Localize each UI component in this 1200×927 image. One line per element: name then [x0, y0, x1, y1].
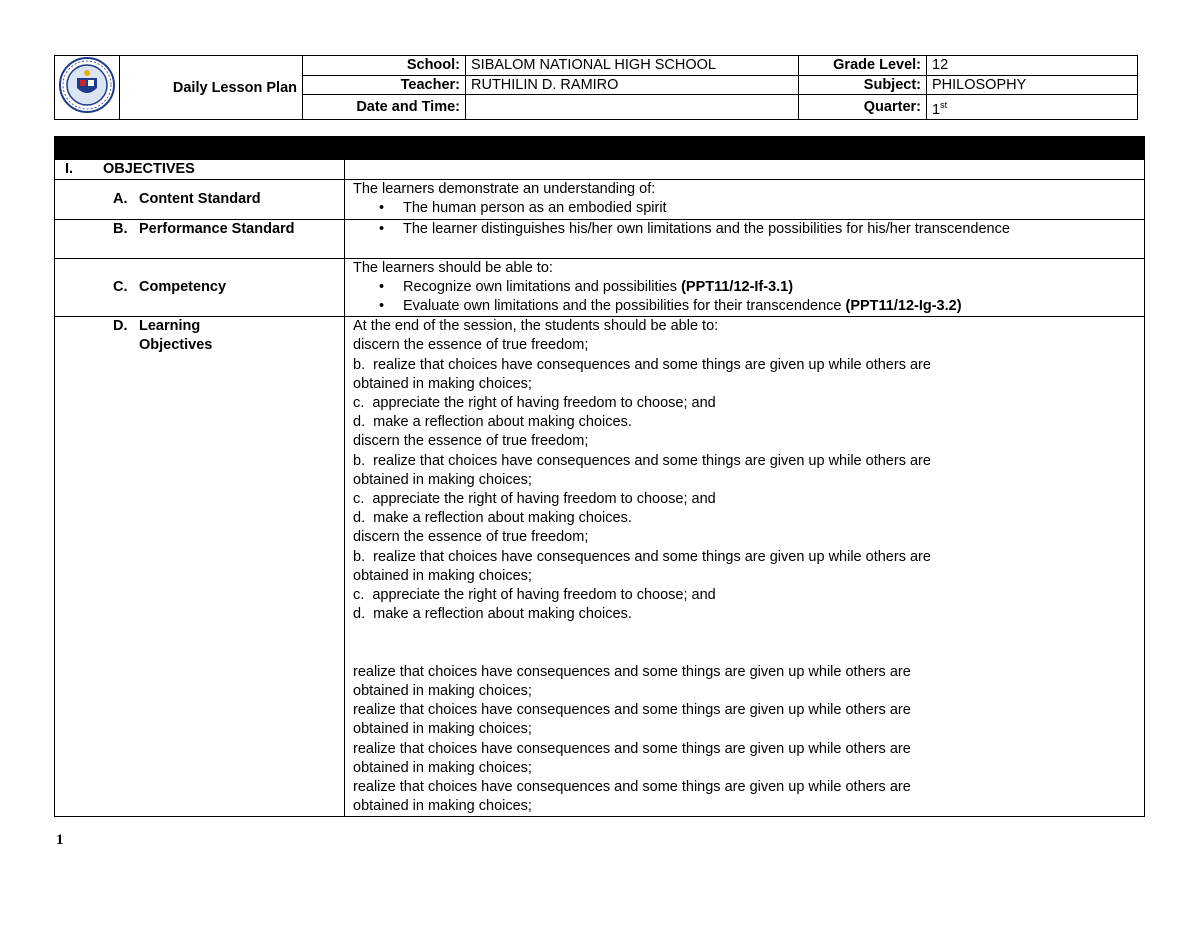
objective-line: obtained in making choices; — [353, 721, 532, 738]
objective-line: obtained in making choices; — [353, 798, 532, 815]
date-time-label: Date and Time: — [303, 95, 466, 120]
objectives-section-row — [55, 160, 1145, 180]
content-standard-text: The learners demonstrate an understanding of: • The human person as an embodied spirit — [345, 180, 1145, 219]
quarter-number: 1 — [932, 101, 941, 118]
content-standard-row — [55, 180, 1145, 219]
objective-line: discern the essence of true freedom; — [353, 529, 589, 546]
date-time-value — [466, 95, 799, 120]
teacher-label: Teacher: — [303, 75, 466, 95]
grade-level-label: Grade Level: — [799, 56, 927, 76]
objective-line: b. realize that choices have consequences and some things are given up while others are — [353, 356, 931, 373]
teacher-value: RUTHILIN D. RAMIRO — [466, 75, 799, 95]
page-title: Daily Lesson Plan — [120, 56, 303, 120]
objective-line: realize that choices have consequences and some things are given up while others are — [353, 779, 911, 796]
list-item: • Recognize own limitations and possibilities (PPT11/12-If-3.1) — [403, 278, 1138, 297]
learning-objectives-label: D. Learning Objectives — [55, 317, 345, 817]
objective-line: d. make a reflection about making choices. — [353, 414, 632, 431]
objective-line: realize that choices have consequences and some things are given up while others are — [353, 740, 911, 757]
objective-line: c. appreciate the right of having freedom to choose; and — [353, 587, 716, 604]
deped-seal-icon — [58, 56, 116, 114]
objective-line: obtained in making choices; — [353, 567, 532, 584]
quarter-label: Quarter: — [799, 95, 927, 120]
performance-standard-label: B. Performance Standard — [55, 219, 345, 258]
quarter-value — [927, 95, 1138, 120]
objective-line: discern the essence of true freedom; — [353, 433, 589, 450]
quarter-suffix: st — [940, 99, 948, 110]
subject-label: Subject: — [799, 75, 927, 95]
content-standard-label: A. Content Standard — [55, 180, 345, 219]
objective-line: obtained in making choices; — [353, 759, 532, 776]
school-label: School: — [303, 56, 466, 76]
competency-text: The learners should be able to: • Recognize own limitations and possibilities (PPT11/12-If-3.1) • Evaluate own limitations and the possibilities for their transcendence (PPT11/12-Ig-3.2) — [345, 258, 1145, 317]
competency-row — [55, 258, 1145, 317]
objectives-heading: I. OBJECTIVES — [55, 160, 345, 180]
objective-line: d. make a reflection about making choices. — [353, 510, 632, 527]
black-header-bar — [55, 137, 1145, 160]
list-item: • The human person as an embodied spirit — [403, 199, 1138, 218]
header-table — [54, 55, 1138, 120]
logo-cell — [55, 56, 120, 120]
school-value: SIBALOM NATIONAL HIGH SCHOOL — [466, 56, 799, 76]
competency-label: C. Competency — [55, 258, 345, 317]
objective-line: d. make a reflection about making choices. — [353, 606, 632, 623]
objective-line: obtained in making choices; — [353, 683, 532, 700]
objective-line — [353, 624, 1138, 643]
objective-line — [353, 644, 1138, 663]
objective-line: discern the essence of true freedom; — [353, 337, 589, 354]
objective-line: c. appreciate the right of having freedom to choose; and — [353, 491, 716, 508]
page-number: 1 — [56, 832, 64, 848]
objective-line: obtained in making choices; — [353, 471, 532, 488]
performance-standard-row — [55, 219, 1145, 258]
objective-line: c. appreciate the right of having freedom to choose; and — [353, 395, 716, 412]
performance-standard-text — [345, 219, 1145, 258]
objective-line: b. realize that choices have consequences and some things are given up while others are — [353, 452, 931, 469]
objective-line: obtained in making choices; — [353, 375, 532, 392]
subject-value: PHILOSOPHY — [927, 75, 1138, 95]
list-item: • The learner distinguishes his/her own limitations and the possibilities for his/her transcendence — [403, 220, 1138, 239]
objective-line: At the end of the session, the students should be able to: — [353, 318, 719, 335]
objective-line: realize that choices have consequences and some things are given up while others are — [353, 702, 911, 719]
grade-level-value: 12 — [927, 56, 1138, 76]
objective-line: b. realize that choices have consequences and some things are given up while others are — [353, 548, 931, 565]
objectives-table — [54, 136, 1145, 817]
learning-objectives-text — [345, 317, 1145, 817]
learning-objectives-row — [55, 317, 1145, 817]
objective-line: realize that choices have consequences and some things are given up while others are — [353, 663, 911, 680]
list-item: • Evaluate own limitations and the possibilities for their transcendence (PPT11/12-Ig-3.2) — [403, 297, 1138, 316]
